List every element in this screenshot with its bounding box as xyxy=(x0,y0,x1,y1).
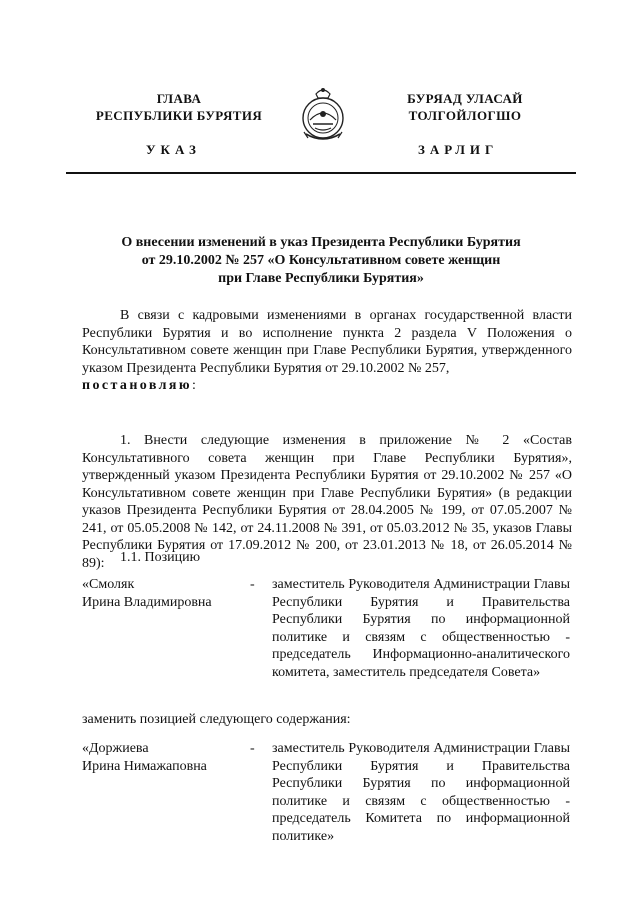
new-position-description: заместитель Руководителя Администрации Главы Республики Бурятия и Правительства Республики Бурятия по информационной политике и связям с общественностью - председатель Комитета по информационной политике» xyxy=(272,741,570,844)
header-divider xyxy=(66,172,576,174)
new-position-dash: - xyxy=(250,741,255,756)
title-line2: от 29.10.2002 № 257 «О Консультативном совете женщин xyxy=(141,253,501,268)
title-line3: при Главе Республики Бурятия» xyxy=(218,271,424,286)
header-right-line1: БУРЯАД УЛАСАЙ xyxy=(407,91,523,106)
new-position-surname: «Доржиева xyxy=(82,741,149,756)
old-position-surname: «Смоляк xyxy=(82,577,135,592)
new-position-name xyxy=(82,740,252,775)
header-left-title xyxy=(84,90,274,124)
item-1-1-paragraph: 1.1. Позицию xyxy=(120,550,201,565)
replace-instruction: заменить позицией следующего содержания: xyxy=(82,712,351,727)
title-line1: О внесении изменений в указ Президента Республики Бурятия xyxy=(121,235,521,250)
header-left-line2: РЕСПУБЛИКИ БУРЯТИЯ xyxy=(95,108,263,123)
header-right-line2: ТОЛГОЙЛОГШО xyxy=(408,108,522,123)
old-position-description: заместитель Руководителя Администрации Главы Республики Бурятия и Правительства Республики Бурятия по информационной политике и связям с общественностью - председатель Информационно-аналитического комитета, заместитель председателя Совета» xyxy=(272,577,570,680)
header-right-title xyxy=(370,90,560,124)
header-left-line1: ГЛАВА xyxy=(156,91,202,106)
decree-label-bua: ЗАРЛИГ xyxy=(418,142,499,157)
old-position-name xyxy=(82,576,252,611)
preamble-paragraph xyxy=(82,307,572,395)
preamble-text: В связи с кадровыми изменениями в органах государственной власти Республики Бурятия и во исполнение пункта 2 раздела V Положения о Консультативном совете женщин при Главе Республики Бурятия, утвержденного указом Президента Республики Бурятия от 29.10.2002 № 257, xyxy=(82,308,572,376)
document-title xyxy=(66,234,576,288)
coat-of-arms-icon xyxy=(296,84,350,144)
decree-word: постановляю xyxy=(82,378,192,393)
old-position-given-name: Ирина Владимировна xyxy=(82,594,212,610)
new-position-given-name: Ирина Нимажаповна xyxy=(82,758,207,774)
item-1-text: 1. Внести следующие изменения в приложение № 2 «Состав Консультативного совета женщин при Главе Республики Бурятия», утвержденный указом Президента Республики Бурятия от 29.10.2002 № 257 «О Консультативном совете женщин при Главе Республики Бурятия» (в редакции указов Президента Республики Бурятия от 28.04.2005 № 199, от 07.05.2007 № 241, от 05.05.2008 № 142, от 24.11.2008 № 391, от 05.03.2012 № 35, указов Главы Республики Бурятия от 17.09.2012 № 200, от 23.01.2013 № 18, от 26.05.2014 № 89): xyxy=(82,433,572,571)
old-position-dash: - xyxy=(250,577,255,592)
decree-colon: : xyxy=(191,378,196,393)
decree-label-ru: УКАЗ xyxy=(146,142,201,157)
